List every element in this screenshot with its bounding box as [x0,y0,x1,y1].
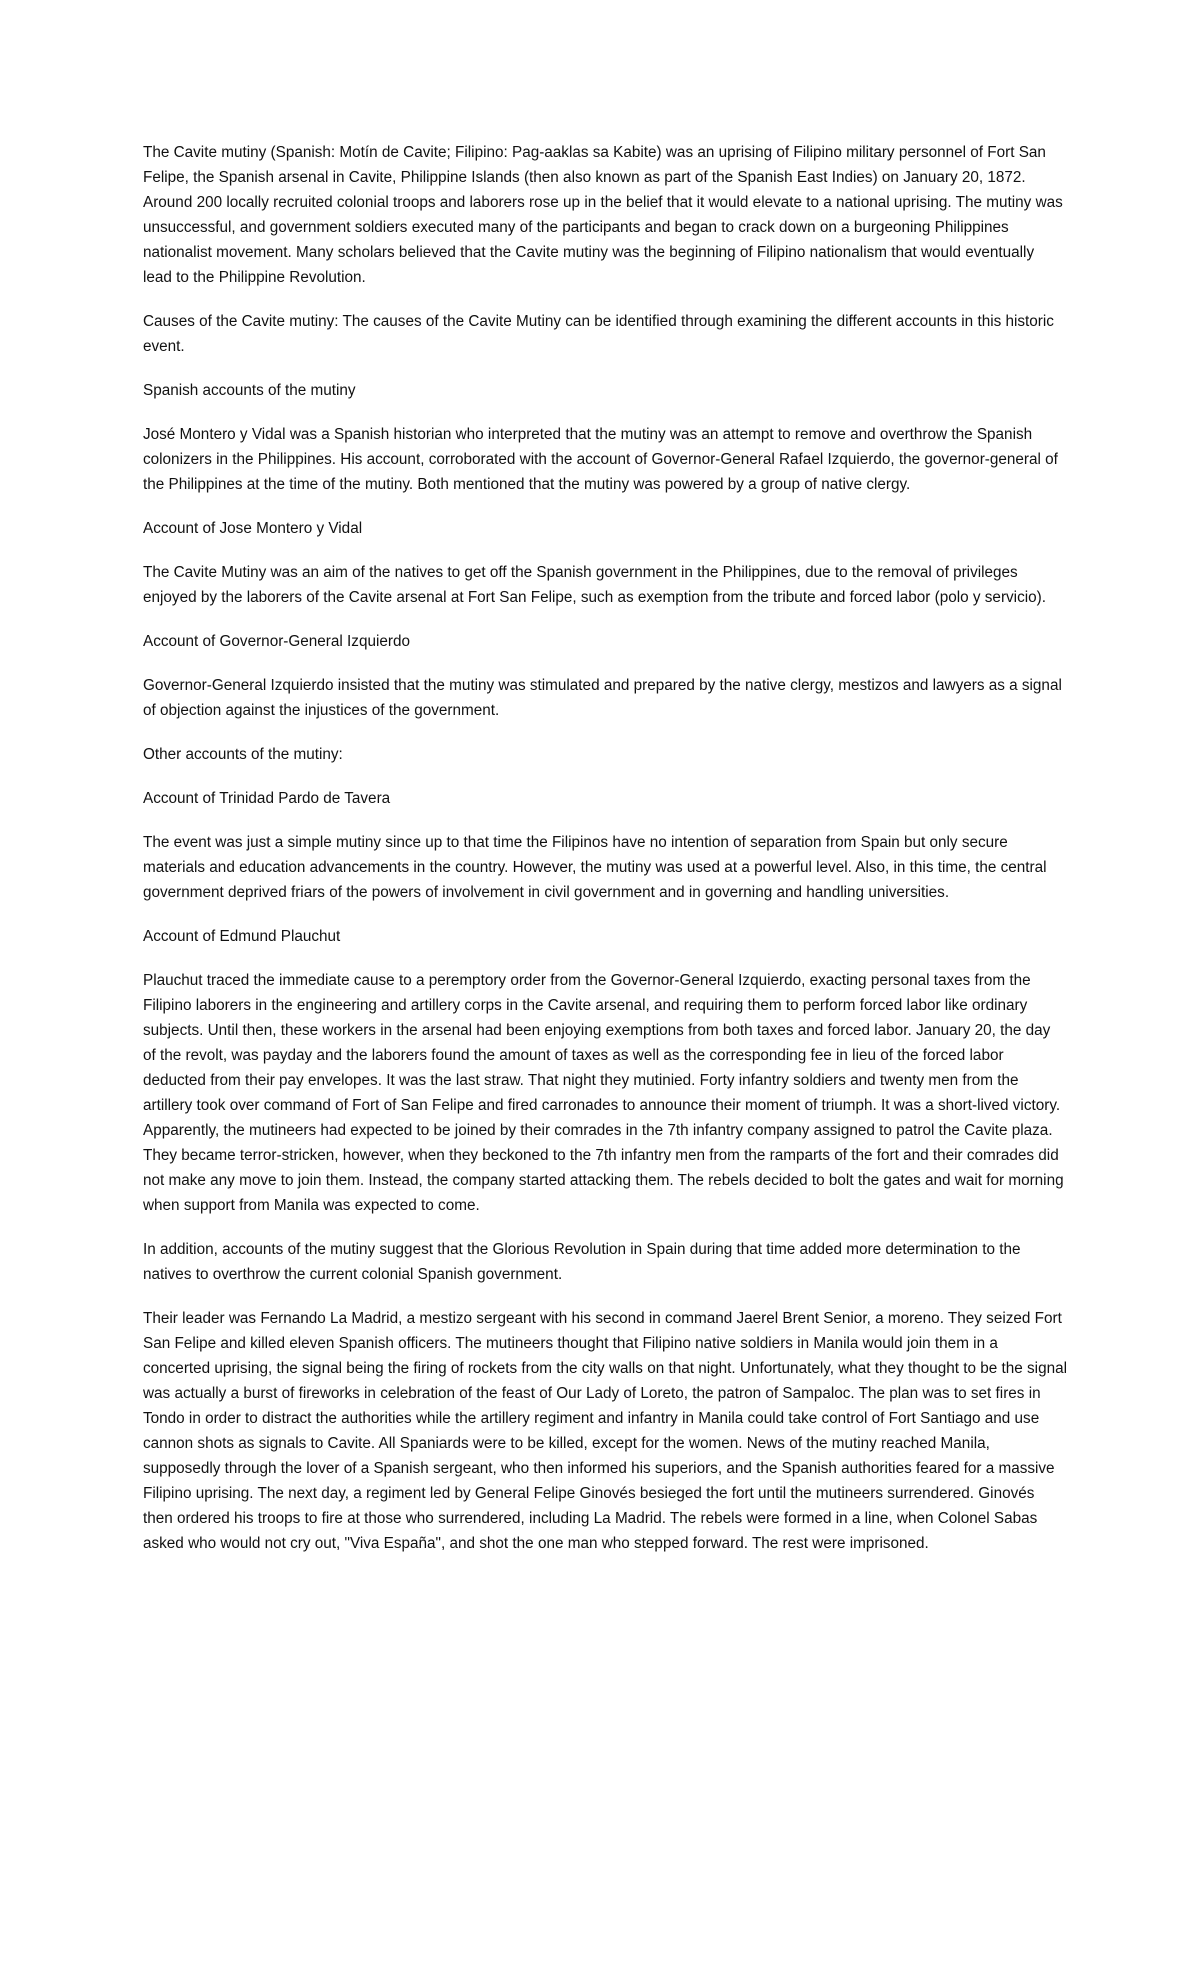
glorious-revolution-paragraph: In addition, accounts of the mutiny suggest that the Glorious Revolution in Spain during that time added more determination to the natives to overthrow the current colonial Spanish government. [143,1241,1021,1283]
montero-account-paragraph: The Cavite Mutiny was an aim of the natives to get off the Spanish government in the Philippines, due to the removal of privileges enjoyed by the laborers of the Cavite arsenal at Fort San Felipe, such as exemption from the tribute and forced labor (polo y servicio). [143,564,1046,606]
section-heading-plauchut: Account of Edmund Plauchut [143,928,341,945]
pardo-de-tavera-account-paragraph: The event was just a simple mutiny since up to that time the Filipinos have no intention of separation from Spain but only secure materials and education advancements in the country. However, the mutiny was used at a powerful level. Also, in this time, the central government deprived friars of the powers of involvement in civil government and in governing and handling universities. [143,834,1047,901]
causes-paragraph: Causes of the Cavite mutiny: The causes of the Cavite Mutiny can be identified through examining the different accounts in this historic event. [143,313,1054,355]
leader-paragraph: Their leader was Fernando La Madrid, a mestizo sergeant with his second in command Jaerel Brent Senior, a moreno. They seized Fort San Felipe and killed eleven Spanish officers. The mutineers thought that Filipino native soldiers in Manila would join them in a concerted uprising, the signal being the firing of rockets from the city walls on that night. Unfortunately, what they thought to be the signal was actually a burst of fireworks in celebration of the feast of Our Lady of Loreto, the patron of Sampaloc. The plan was to set fires in Tondo in order to distract the authorities while the artillery regiment and infantry in Manila could take control of Fort Santiago and use cannon shots as signals to Cavite. All Spaniards were to be killed, except for the women. News of the mutiny reached Manila, supposedly through the lover of a Spanish sergeant, who then informed his superiors, and the Spanish authorities feared for a massive Filipino uprising. The next day, a regiment led by General Felipe Ginovés besieged the fort until the mutineers surrendered. Ginovés then ordered his troops to fire at those who surrendered, including La Madrid. The rebels were formed in a line, when Colonel Sabas asked who would not cry out, "Viva España", and shot the one man who stepped forward. The rest were imprisoned. [143,1310,1068,1552]
section-heading-other-accounts: Other accounts of the mutiny: [143,746,343,763]
section-heading-spanish-accounts: Spanish accounts of the mutiny [143,382,356,399]
izquierdo-account-paragraph: Governor-General Izquierdo insisted that the mutiny was stimulated and prepared by the native clergy, mestizos and lawyers as a signal of objection against the injustices of the government. [143,677,1062,719]
montero-intro-paragraph: José Montero y Vidal was a Spanish historian who interpreted that the mutiny was an attempt to remove and overthrow the Spanish colonizers in the Philippines. His account, corroborated with the account of Governor-General Rafael Izquierdo, the governor-general of the Philippines at the time of the mutiny. Both mentioned that the mutiny was powered by a group of native clergy. [143,426,1058,493]
section-heading-pardo-de-tavera: Account of Trinidad Pardo de Tavera [143,790,391,807]
section-heading-izquierdo: Account of Governor-General Izquierdo [143,633,410,650]
section-heading-montero: Account of Jose Montero y Vidal [143,520,363,537]
plauchut-account-paragraph: Plauchut traced the immediate cause to a peremptory order from the Governor-General Izquierdo, exacting personal taxes from the Filipino laborers in the engineering and artillery corps in the Cavite arsenal, and requiring them to perform forced labor like ordinary subjects. Until then, these workers in the arsenal had been enjoying exemptions from both taxes and forced labor. January 20, the day of the revolt, was payday and the laborers found the amount of taxes as well as the corresponding fee in lieu of the forced labor deducted from their pay envelopes. It was the last straw. That night they mutinied. Forty infantry soldiers and twenty men from the artillery took over command of Fort of San Felipe and fired carronades to announce their moment of triumph. It was a short-lived victory. Apparently, the mutineers had expected to be joined by their comrades in the 7th infantry company assigned to patrol the Cavite plaza. They became terror-stricken, however, when they beckoned to the 7th infantry men from the ramparts of the fort and their comrades did not make any move to join them. Instead, the company started attacking them. The rebels decided to bolt the gates and wait for morning when support from Manila was expected to come. [143,972,1064,1214]
document-page [143,140,1067,1575]
intro-paragraph: The Cavite mutiny (Spanish: Motín de Cavite; Filipino: Pag-aaklas sa Kabite) was an uprising of Filipino military personnel of Fort San Felipe, the Spanish arsenal in Cavite, Philippine Islands (then also known as part of the Spanish East Indies) on January 20, 1872. Around 200 locally recruited colonial troops and laborers rose up in the belief that it would elevate to a national uprising. The mutiny was unsuccessful, and government soldiers executed many of the participants and began to crack down on a burgeoning Philippines nationalist movement. Many scholars believed that the Cavite mutiny was the beginning of Filipino nationalism that would eventually lead to the Philippine Revolution. [143,144,1063,286]
